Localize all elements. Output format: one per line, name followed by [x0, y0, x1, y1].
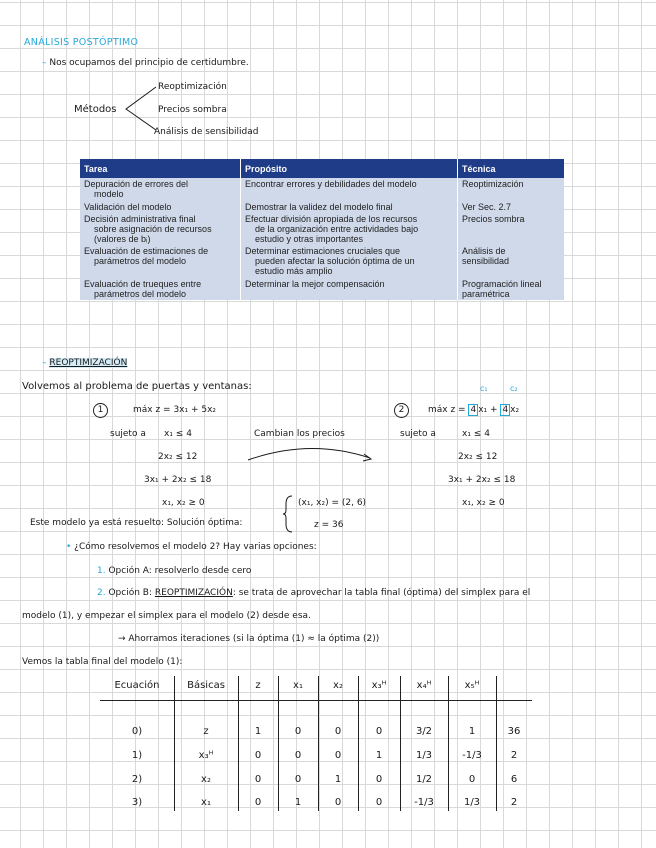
table-cell: 1	[294, 797, 302, 808]
table-cell: 0	[294, 774, 302, 785]
table-header-cell: x₅ᴴ	[464, 680, 480, 691]
table-header-cell: x₂	[333, 680, 343, 691]
option-b-line2: modelo (1), y empezar el simplex para el modelo (2) desde esa.	[22, 611, 311, 621]
table-header-cell: Básicas	[187, 680, 225, 691]
model2-c2-label: c₂	[510, 384, 518, 393]
table-divider	[318, 676, 319, 811]
cell-line: sensibilidad	[462, 256, 510, 266]
cell-line: Decisión administrativa final	[84, 214, 196, 224]
table-divider	[400, 676, 401, 811]
option-b-number: 2.	[97, 588, 106, 598]
cell-line: Validación del modelo	[84, 202, 172, 212]
table-cell-purpose	[241, 278, 458, 300]
table-header-cell: z	[255, 680, 261, 691]
model1-objective: máx z = 3x₁ + 5x₂	[133, 405, 217, 415]
table-cell-technique	[458, 201, 565, 213]
table-header-cell: x₄ᴴ	[416, 680, 432, 691]
option-b-prefix: Opción B:	[108, 588, 152, 598]
model1-constraint: 3x₁ + 2x₂ ≤ 18	[144, 475, 212, 485]
model2-coef2-box: 4	[502, 405, 509, 415]
table-cell: 1	[254, 726, 262, 737]
table-cell-technique	[458, 245, 565, 278]
table-cell: -1/3	[414, 797, 434, 808]
dash-bullet: –	[42, 58, 50, 68]
table-cell: z	[203, 726, 209, 737]
table-cell-task	[80, 245, 241, 278]
section-title-postoptimo: ANÁLISIS POSTÓPTIMO	[24, 37, 139, 48]
table-header-cell: x₃ᴴ	[371, 680, 387, 691]
method-item: Precios sombra	[158, 105, 227, 115]
cell-line: Determinar la mejor compensación	[245, 279, 385, 289]
model1-constraint: x₁, x₂ ≥ 0	[162, 498, 205, 508]
arrow-label: Cambian los precios	[254, 429, 345, 439]
table-row	[80, 245, 564, 278]
solved-text: Este modelo ya está resuelto: Solución óptima:	[30, 518, 243, 528]
solution-xy: (x₁, x₂) = (2, 6)	[298, 498, 367, 508]
model2-objective	[428, 405, 519, 415]
cell-line: Encontrar errores y debilidades del modelo	[245, 179, 417, 189]
cell-line: sobre asignación de recursos	[94, 224, 212, 234]
cell-line: Demostrar la validez del modelo final	[245, 202, 393, 212]
postoptimal-table	[80, 159, 564, 300]
table-divider	[358, 676, 359, 811]
table-cell: x₃ᴴ	[198, 750, 214, 761]
cell-line: Programación lineal	[462, 279, 542, 289]
cell-line: parámetros del modelo	[94, 256, 187, 266]
cell-line: Determinar estimaciones cruciales que	[245, 246, 401, 256]
solution-brace	[282, 494, 294, 534]
option-a-number: 1.	[97, 566, 106, 576]
table-cell: 1)	[131, 750, 143, 761]
cell-line: de la organización entre actividades bajo	[255, 224, 419, 234]
table-cell: 0	[375, 726, 383, 737]
table-cell-technique	[458, 178, 565, 201]
table-cell-purpose	[241, 178, 458, 201]
table-cell: 2)	[131, 774, 143, 785]
model1-constraint: 2x₂ ≤ 12	[158, 452, 198, 462]
table-row	[80, 178, 564, 201]
table-cell: 1	[468, 726, 476, 737]
table-cell-purpose	[241, 213, 458, 245]
table-cell: 0	[334, 750, 342, 761]
table-cell: 0	[334, 726, 342, 737]
table-cell: 1/3	[415, 750, 433, 761]
model2-number: 2	[394, 403, 409, 418]
table-header-cell: Tarea	[80, 159, 241, 178]
table-row	[80, 201, 564, 213]
table-divider	[278, 676, 279, 811]
model2-constraint: 2x₂ ≤ 12	[458, 452, 498, 462]
table-cell: -1/3	[462, 750, 482, 761]
table-rule	[100, 700, 532, 701]
cell-line: parámetros del modelo	[94, 289, 187, 299]
table-header-cell: Técnica	[458, 159, 565, 178]
section-title-reopt: – REOPTIMIZACIÓN	[42, 358, 128, 368]
table-cell: 0	[468, 774, 476, 785]
table-cell: 0	[294, 750, 302, 761]
question-text: ¿Cómo resolvemos el modelo 2? Hay varias opciones:	[74, 542, 317, 552]
arrow-note: → Ahorramos iteraciones (si la óptima (1) ≈ la óptima (2))	[118, 634, 380, 644]
cell-line: Ver Sec. 2.7	[462, 202, 512, 212]
table-cell: 6	[510, 774, 518, 785]
table-cell: 0	[294, 726, 302, 737]
cell-line: Evaluación de estimaciones de	[84, 246, 209, 256]
table-cell: 3/2	[415, 726, 433, 737]
table-cell: 0	[334, 797, 342, 808]
table-cell: 1/3	[463, 797, 481, 808]
cell-line: Depuración de errores del	[84, 179, 189, 189]
model2-coef1-box: 4	[470, 405, 477, 415]
cell-line: modelo	[94, 189, 124, 199]
table-header-row	[80, 159, 564, 178]
table-cell: x₁	[201, 797, 211, 808]
table-cell-task	[80, 278, 241, 300]
option-b-rest: : se trata de aprovechar la tabla final (óptima) del simplex para el	[232, 588, 531, 598]
option-a	[97, 566, 251, 576]
table-cell: 0	[254, 774, 262, 785]
model2-var1: x₁ +	[478, 405, 498, 415]
cell-line: paramétrica	[462, 289, 510, 299]
table-cell-purpose	[241, 201, 458, 213]
model2-var2: x₂	[510, 405, 520, 415]
curved-arrow	[244, 440, 378, 466]
final-simplex-table	[100, 676, 532, 811]
final-table-label: Vemos la tabla final del modelo (1):	[22, 657, 183, 667]
cell-line: Evaluación de trueques entre	[84, 279, 202, 289]
table-row	[80, 278, 564, 300]
table-cell-technique	[458, 213, 565, 245]
option-b-keyword: REOPTIMIZACIÓN	[154, 588, 233, 598]
table-divider	[238, 676, 239, 811]
cell-line: pueden afectar la solución óptima de un	[255, 256, 415, 266]
table-cell: 0)	[131, 726, 143, 737]
table-cell: 0	[375, 797, 383, 808]
model2-constraint: x₁, x₂ ≥ 0	[462, 498, 505, 508]
model2-constraint: 3x₁ + 2x₂ ≤ 18	[448, 475, 516, 485]
model2-subject: sujeto a	[400, 429, 436, 439]
model2-obj-prefix: máx z =	[428, 405, 466, 415]
cell-line: estudio y otras importantes	[255, 234, 364, 244]
model2-c1-label: c₁	[480, 384, 488, 393]
option-b	[97, 588, 530, 598]
table-cell: 0	[254, 797, 262, 808]
table-divider	[174, 676, 175, 811]
model1-subject: sujeto a	[110, 429, 146, 439]
table-cell: 1	[375, 750, 383, 761]
table-header-cell: x₁	[293, 680, 303, 691]
solution-z: z = 36	[314, 520, 344, 530]
option-a-text: Opción A: resolverlo desde cero	[108, 566, 252, 576]
reopt-title-text: REOPTIMIZACIÓN	[49, 358, 128, 368]
table-header-cell: Ecuación	[114, 680, 160, 691]
question-line: • ¿Cómo resolvemos el modelo 2? Hay varias opciones:	[66, 542, 317, 552]
table-cell-purpose	[241, 245, 458, 278]
intro-text: Nos ocupamos del principio de certidumbre.	[49, 58, 249, 68]
table-cell: 2	[510, 797, 518, 808]
table-cell-task	[80, 178, 241, 201]
method-item: Análisis de sensibilidad	[154, 127, 259, 137]
table-cell: 0	[375, 774, 383, 785]
cell-line: Reoptimización	[462, 179, 524, 189]
table-cell: 1/2	[415, 774, 433, 785]
intro-line	[42, 58, 249, 68]
reopt-intro: Volvemos al problema de puertas y ventanas:	[22, 381, 252, 392]
model1-constraint: x₁ ≤ 4	[164, 429, 192, 439]
table-divider	[448, 676, 449, 811]
model2-constraint: x₁ ≤ 4	[462, 429, 490, 439]
methods-label: Métodos	[74, 104, 117, 115]
table-cell: 2	[510, 750, 518, 761]
table-cell: 3)	[131, 797, 143, 808]
cell-line: Precios sombra	[462, 214, 525, 224]
table-cell: 36	[507, 726, 521, 737]
table-cell: 0	[254, 750, 262, 761]
table-row	[80, 213, 564, 245]
table-cell-task	[80, 201, 241, 213]
cell-line: Análisis de	[462, 246, 506, 256]
method-item: Reoptimización	[158, 82, 227, 92]
cell-line: Efectuar división apropiada de los recursos	[245, 214, 418, 224]
table-header-cell: Propósito	[241, 159, 458, 178]
table-cell-technique	[458, 278, 565, 300]
table-divider	[496, 676, 497, 811]
table-cell: 1	[334, 774, 342, 785]
cell-line: estudio más amplio	[255, 266, 333, 276]
table-cell-task	[80, 213, 241, 245]
cell-line: (valores de bᵢ)	[94, 234, 151, 244]
model1-number: 1	[93, 403, 108, 418]
table-cell: x₂	[201, 774, 211, 785]
